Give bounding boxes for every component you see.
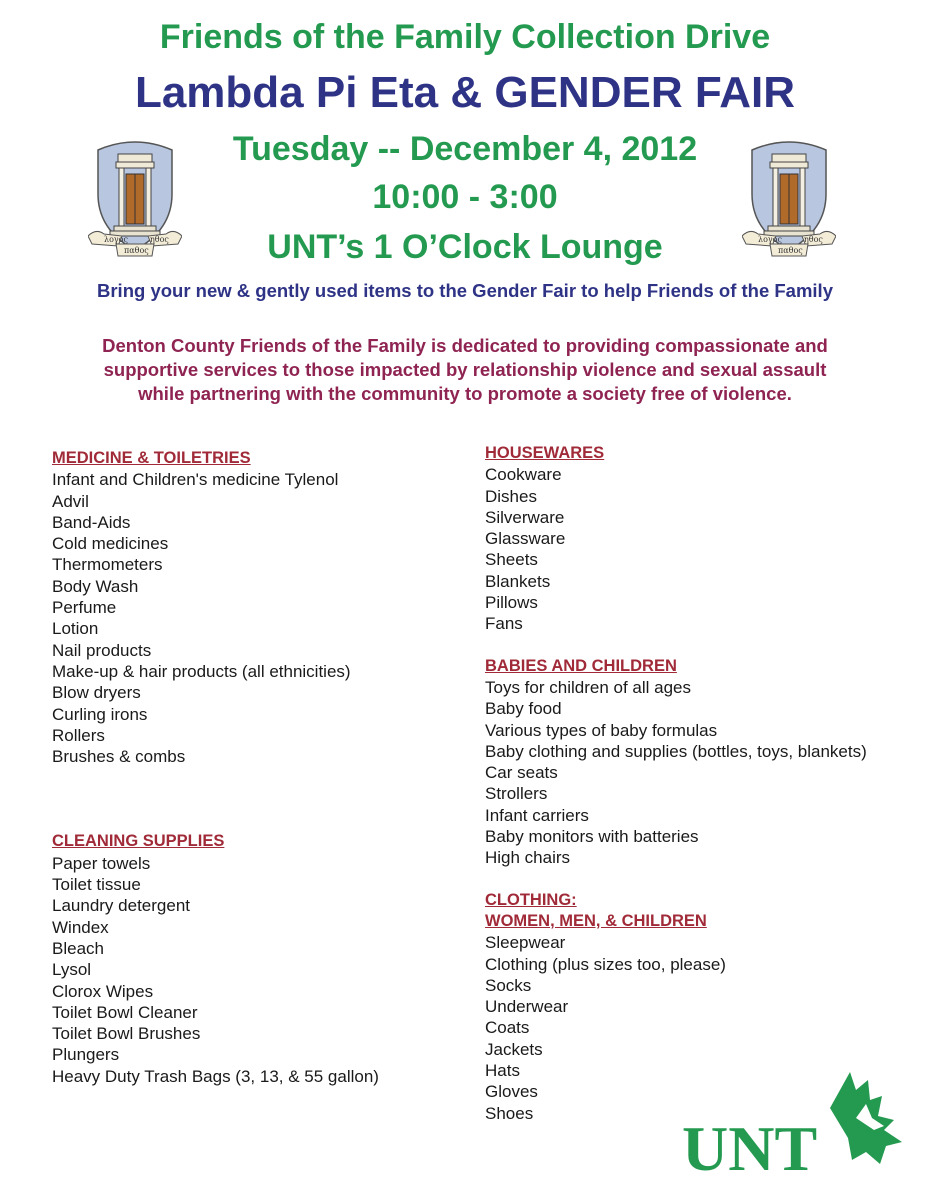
list-item: Band-Aids — [52, 512, 131, 532]
left-column — [52, 448, 462, 1087]
bring-items-line: Bring your new & gently used items to the Gender Fair to help Friends of the Family — [97, 280, 833, 301]
list-item: Various types of baby formulas — [485, 720, 718, 740]
list-item: Dishes — [485, 486, 537, 506]
list-item: Perfume — [52, 598, 117, 618]
list-item: Blankets — [485, 571, 551, 591]
right-column — [485, 443, 915, 1124]
mission-statement — [0, 334, 930, 406]
crest-motto-bottom: παθος — [124, 246, 149, 255]
list-item: Toys for children of all ages — [485, 677, 691, 697]
crest-motto-right: ηθος — [150, 235, 169, 244]
list-item: Underwear — [485, 997, 569, 1017]
babies-heading: BABIES AND CHILDREN — [485, 656, 677, 675]
list-item: Toilet Bowl Cleaner — [52, 1002, 198, 1022]
list-item: Advil — [52, 491, 89, 511]
mission-line: Denton County Friends of the Family is dedicated to providing compassionate and — [102, 335, 828, 356]
list-item: Baby food — [485, 699, 562, 719]
crest-motto-left: λογος — [104, 235, 128, 244]
list-item: Fans — [485, 614, 523, 634]
list-item: Sheets — [485, 550, 538, 570]
list-item: Gloves — [485, 1082, 538, 1102]
list-item: High chairs — [485, 848, 571, 868]
crest-logo-right — [742, 132, 836, 262]
list-item: Toilet tissue — [52, 875, 141, 895]
list-item: Blow dryers — [52, 683, 141, 703]
event-date: Tuesday -- December 4, 2012 — [232, 130, 698, 168]
housewares-heading: HOUSEWARES — [485, 444, 605, 462]
list-item: Paper towels — [52, 853, 151, 873]
list-item: Thermometers — [52, 555, 163, 575]
unt-eagle-logo — [680, 1068, 910, 1176]
list-item: Bleach — [52, 938, 104, 958]
list-item: Infant and Children's medicine Tylenol — [52, 470, 339, 490]
event-time: 10:00 - 3:00 — [372, 178, 558, 216]
list-item: Shoes — [485, 1103, 534, 1123]
list-item: Windex — [52, 917, 109, 937]
list-item: Pillows — [485, 593, 538, 613]
list-item: Laundry detergent — [52, 896, 190, 916]
list-item: Strollers — [485, 784, 548, 804]
list-item: Jackets — [485, 1039, 543, 1059]
unt-logo-text: UNT — [682, 1113, 818, 1176]
mission-line: supportive services to those impacted by relationship violence and sexual assault — [103, 359, 827, 380]
cleaning-heading: CLEANING SUPPLIES — [52, 832, 225, 851]
list-item: Silverware — [485, 507, 565, 527]
list-item: Socks — [485, 975, 532, 995]
list-item: Plungers — [52, 1045, 120, 1065]
clothing-subheading: WOMEN, MEN, & CHILDREN — [485, 911, 707, 930]
list-item: Infant carriers — [485, 805, 589, 825]
list-item: Cookware — [485, 465, 562, 485]
crest-motto-left: λογος — [758, 235, 782, 244]
medicine-heading: MEDICINE & TOILETRIES — [52, 449, 251, 467]
list-item: Baby monitors with batteries — [485, 827, 699, 847]
list-item: Car seats — [485, 763, 558, 783]
list-item: Lysol — [52, 960, 92, 980]
list-item: Nail products — [52, 640, 152, 660]
list-item: Toilet Bowl Brushes — [52, 1024, 201, 1044]
list-item: Glassware — [485, 529, 566, 549]
crest-logo-left — [88, 132, 182, 262]
list-item: Clothing (plus sizes too, please) — [485, 954, 726, 974]
list-item: Lotion — [52, 619, 99, 639]
clothing-heading: CLOTHING: — [485, 890, 577, 909]
list-item: Heavy Duty Trash Bags (3, 13, & 55 gallon) — [52, 1066, 379, 1086]
list-item: Rollers — [52, 725, 105, 745]
list-item: Brushes & combs — [52, 747, 186, 767]
event-location: UNT’s 1 O’Clock Lounge — [267, 228, 663, 266]
list-item: Curling irons — [52, 704, 148, 724]
list-item: Body Wash — [52, 576, 139, 596]
mission-line: while partnering with the community to promote a society free of violence. — [138, 383, 792, 404]
list-item: Sleepwear — [485, 933, 566, 953]
event-title: Lambda Pi Eta & GENDER FAIR — [134, 68, 796, 117]
list-item: Coats — [485, 1018, 530, 1038]
list-item: Baby clothing and supplies (bottles, toys, blankets) — [485, 741, 867, 761]
list-item: Hats — [485, 1061, 520, 1081]
crest-motto-right: ηθος — [804, 235, 823, 244]
list-item: Make-up & hair products (all ethnicities) — [52, 661, 351, 681]
list-item: Clorox Wipes — [52, 981, 154, 1001]
list-item: Cold medicines — [52, 534, 169, 554]
drive-title: Friends of the Family Collection Drive — [159, 18, 771, 56]
crest-motto-bottom: παθος — [778, 246, 803, 255]
